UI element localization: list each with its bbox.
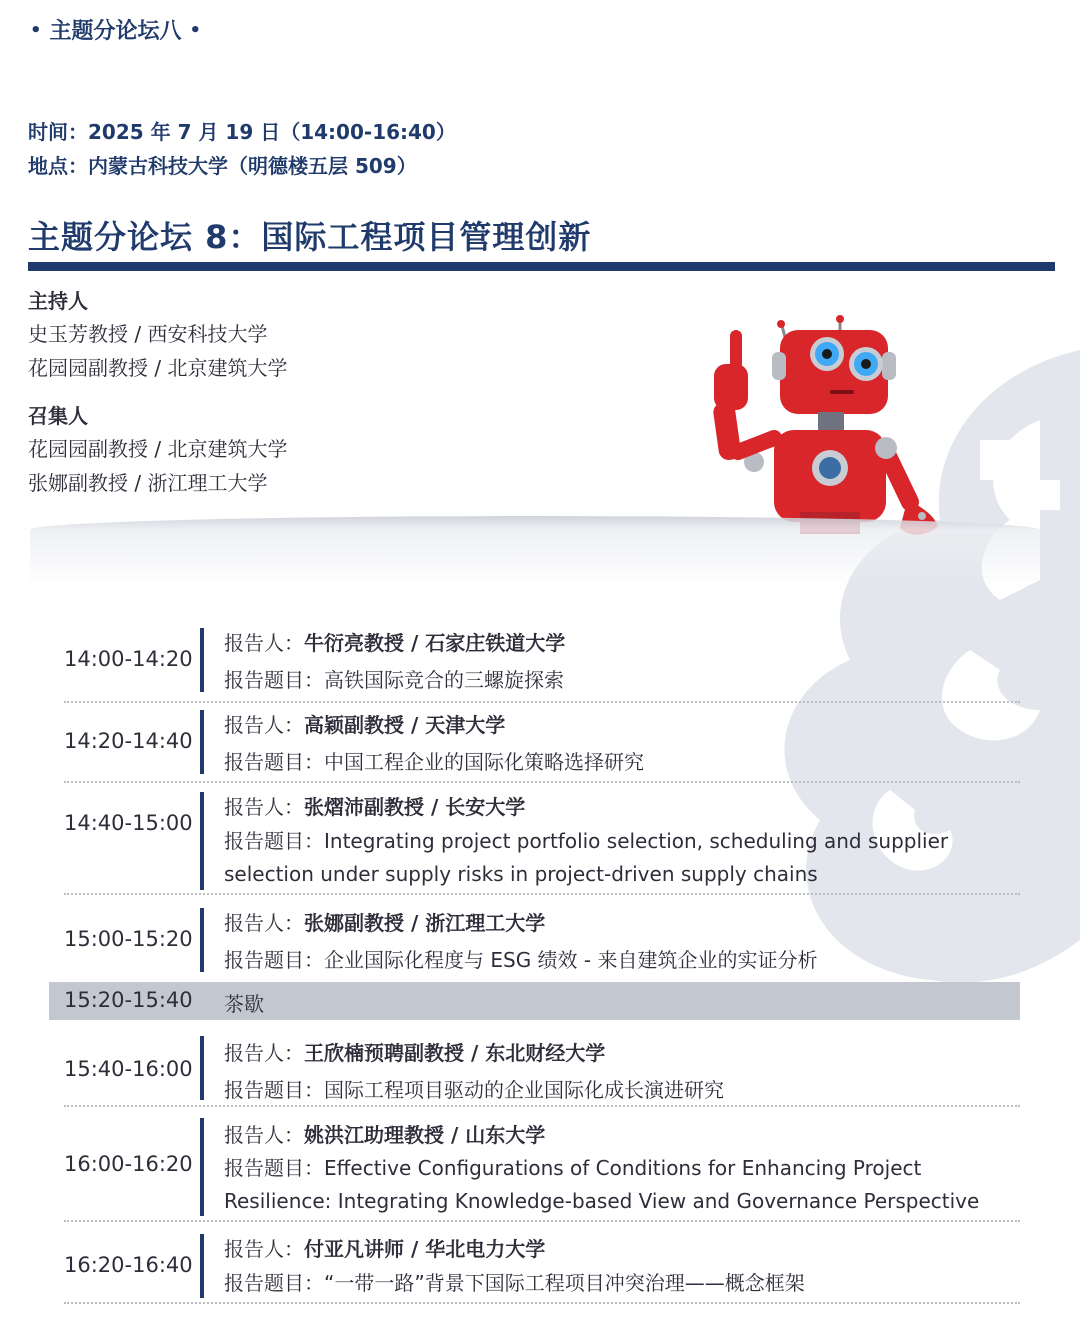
speaker-line xyxy=(224,791,525,820)
session-time: 16:00-16:20 xyxy=(64,1152,193,1176)
topic-text: “一带一路”背景下国际工程项目冲突治理——概念框架 xyxy=(324,1271,805,1295)
topic-line-cont xyxy=(224,1189,979,1213)
host-heading: 主持人 xyxy=(28,289,88,313)
break-label: 茶歇 xyxy=(224,992,264,1016)
speaker-name: 付亚凡讲师 / 华北电力大学 xyxy=(304,1237,546,1261)
topic-line xyxy=(224,1074,724,1103)
break-row xyxy=(49,982,1020,1020)
topic-text: Integrating project portfolio selection, scheduling and supplier xyxy=(324,829,949,853)
topic-label: 报告题目： xyxy=(224,1156,324,1180)
schedule-row xyxy=(64,704,1020,784)
row-divider xyxy=(64,1302,1020,1304)
row-accent-bar xyxy=(200,1234,204,1298)
speaker-name: 牛衍亮教授 / 石家庄铁道大学 xyxy=(304,631,566,655)
session-time: 15:00-15:20 xyxy=(64,927,193,951)
row-accent-bar xyxy=(200,908,204,972)
topic-label: 报告题目： xyxy=(224,1271,324,1295)
row-divider xyxy=(64,893,1020,895)
speaker-label: 报告人： xyxy=(224,795,304,819)
speaker-name: 张熠沛副教授 / 长安大学 xyxy=(304,795,526,819)
speaker-line xyxy=(224,1119,545,1148)
forum-title: 主题分论坛 8：国际工程项目管理创新 xyxy=(28,218,592,256)
session-time: 16:20-16:40 xyxy=(64,1253,193,1277)
row-divider xyxy=(64,781,1020,783)
convener-person: 张娜副教授 / 浙江理工大学 xyxy=(28,471,268,495)
convener-person: 花园园副教授 / 北京建筑大学 xyxy=(28,437,288,461)
topic-label: 报告题目： xyxy=(224,1078,324,1102)
section-ribbon xyxy=(22,14,209,45)
schedule-row xyxy=(64,622,1020,702)
convener-heading: 召集人 xyxy=(28,404,88,428)
topic-text: 企业国际化程度与 ESG 绩效 - 来自建筑企业的实证分析 xyxy=(324,948,818,972)
speaker-label: 报告人： xyxy=(224,1041,304,1065)
robot-illustration xyxy=(700,312,950,552)
speaker-label: 报告人： xyxy=(224,911,304,935)
shelf-shadow xyxy=(30,516,1040,588)
topic-line xyxy=(224,746,644,775)
speaker-name: 高颖副教授 / 天津大学 xyxy=(304,713,506,737)
topic-label: 报告题目： xyxy=(224,829,324,853)
speaker-label: 报告人： xyxy=(224,1123,304,1147)
speaker-line xyxy=(224,627,565,656)
topic-line xyxy=(224,664,564,693)
row-divider xyxy=(64,1220,1020,1222)
schedule-row xyxy=(64,1228,1020,1306)
session-time: 14:00-14:20 xyxy=(64,647,193,671)
speaker-name: 姚洪江助理教授 / 山东大学 xyxy=(304,1123,546,1147)
host-person: 花园园副教授 / 北京建筑大学 xyxy=(28,356,288,380)
bullet-dot-right: • xyxy=(189,20,202,41)
row-divider xyxy=(64,701,1020,703)
row-accent-bar xyxy=(200,1118,204,1216)
speaker-line xyxy=(224,709,505,738)
speaker-label: 报告人： xyxy=(224,713,304,737)
row-accent-bar xyxy=(200,1036,204,1100)
row-accent-bar xyxy=(200,710,204,774)
topic-text: 中国工程企业的国际化策略选择研究 xyxy=(324,750,644,774)
topic-label: 报告题目： xyxy=(224,668,324,692)
topic-text: Resilience: Integrating Knowledge-based View and Governance Perspective xyxy=(224,1189,980,1213)
topic-text: 高铁国际竞合的三螺旋探索 xyxy=(324,668,564,692)
schedule-row xyxy=(64,1032,1020,1108)
schedule-row xyxy=(64,786,1020,896)
speaker-line xyxy=(224,907,545,936)
speaker-label: 报告人： xyxy=(224,1237,304,1261)
event-time: 时间：2025 年 7 月 19 日（14:00-16:40） xyxy=(28,120,456,144)
speaker-name: 张娜副教授 / 浙江理工大学 xyxy=(304,911,546,935)
row-divider xyxy=(64,1105,1020,1107)
row-accent-bar xyxy=(200,628,204,692)
event-place: 地点：内蒙古科技大学（明德楼五层 509） xyxy=(28,154,417,178)
session-time: 15:40-16:00 xyxy=(64,1057,193,1081)
topic-line-cont xyxy=(224,862,818,886)
topic-line xyxy=(224,1152,921,1181)
schedule-row xyxy=(64,902,1020,980)
session-time: 14:20-14:40 xyxy=(64,729,193,753)
speaker-line xyxy=(224,1233,545,1262)
topic-text: 国际工程项目驱动的企业国际化成长演进研究 xyxy=(324,1078,724,1102)
topic-text: selection under supply risks in project-driven supply chains xyxy=(224,862,818,886)
topic-line xyxy=(224,1267,805,1296)
speaker-name: 王欣楠预聘副教授 / 东北财经大学 xyxy=(304,1041,606,1065)
topic-line xyxy=(224,825,948,854)
speaker-label: 报告人： xyxy=(224,631,304,655)
session-time: 14:40-15:00 xyxy=(64,811,193,835)
topic-text: Effective Configurations of Conditions for Enhancing Project xyxy=(324,1156,922,1180)
host-person: 史玉芳教授 / 西安科技大学 xyxy=(28,322,268,346)
speaker-line xyxy=(224,1037,605,1066)
topic-line xyxy=(224,944,817,973)
title-underline xyxy=(28,262,1055,271)
row-accent-bar xyxy=(200,792,204,890)
break-time: 15:20-15:40 xyxy=(64,988,193,1012)
bullet-dot-left: • xyxy=(30,20,42,41)
topic-label: 报告题目： xyxy=(224,750,324,774)
ribbon-label: 主题分论坛八 xyxy=(49,19,182,44)
topic-label: 报告题目： xyxy=(224,948,324,972)
schedule-row xyxy=(64,1114,1020,1224)
